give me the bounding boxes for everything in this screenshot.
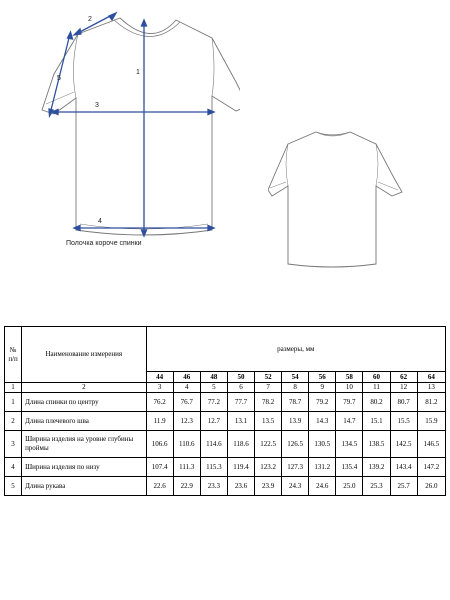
table-cell: 15.5 [390, 412, 417, 431]
table-cell: 139.2 [363, 458, 390, 477]
table-cell: 111.3 [173, 458, 200, 477]
table-cell: 127.3 [282, 458, 309, 477]
size-header: 52 [255, 372, 282, 383]
table-cell: 143.4 [390, 458, 417, 477]
header-row-number: № п/п [5, 327, 22, 383]
column-index-row [5, 383, 446, 393]
table-cell: 24.3 [282, 477, 309, 496]
table-cell: 80.2 [363, 393, 390, 412]
table-cell: 79.7 [336, 393, 363, 412]
table-cell: 25.0 [336, 477, 363, 496]
table-cell: 78.2 [255, 393, 282, 412]
row-number: 4 [5, 458, 22, 477]
table-cell: 26.0 [417, 477, 445, 496]
table-cell: 147.2 [417, 458, 445, 477]
drawing-caption: Полочка короче спинки [66, 240, 142, 247]
table-cell: 12.7 [200, 412, 227, 431]
table-row [5, 393, 446, 412]
table-cell: 23.3 [200, 477, 227, 496]
table-row [5, 458, 446, 477]
table-cell: 24.6 [309, 477, 336, 496]
label-measure-5: 5 [57, 75, 61, 82]
table-cell: 78.7 [282, 393, 309, 412]
column-index: 7 [255, 383, 282, 393]
column-index: 12 [390, 383, 417, 393]
table-cell: 14.3 [309, 412, 336, 431]
table-cell: 12.3 [173, 412, 200, 431]
measure-line-shoulder [76, 14, 114, 34]
measurement-name: Ширина изделия на уровне глубины проймы [22, 431, 147, 458]
table-cell: 110.6 [173, 431, 200, 458]
table-cell: 142.5 [390, 431, 417, 458]
measurements-table [4, 326, 446, 496]
table-cell: 22.6 [146, 477, 173, 496]
size-header: 60 [363, 372, 390, 383]
column-index: 2 [22, 383, 147, 393]
table-cell: 77.7 [227, 393, 254, 412]
table-cell: 22.9 [173, 477, 200, 496]
table-cell: 130.5 [309, 431, 336, 458]
table-cell: 134.5 [336, 431, 363, 458]
label-measure-3: 3 [95, 102, 99, 109]
table-cell: 13.5 [255, 412, 282, 431]
label-measure-2: 2 [88, 16, 92, 23]
table-cell: 135.4 [336, 458, 363, 477]
table-cell: 119.4 [227, 458, 254, 477]
label-measure-4: 4 [98, 218, 102, 225]
table-cell: 138.5 [363, 431, 390, 458]
size-header: 44 [146, 372, 173, 383]
table-cell: 77.2 [200, 393, 227, 412]
table-cell: 13.1 [227, 412, 254, 431]
column-index: 10 [336, 383, 363, 393]
table-cell: 13.9 [282, 412, 309, 431]
column-index: 1 [5, 383, 22, 393]
measurement-name: Длина спинки по центру [22, 393, 147, 412]
measurement-name: Ширина изделия по низу [22, 458, 147, 477]
size-header: 64 [417, 372, 445, 383]
size-header: 54 [282, 372, 309, 383]
label-measure-1: 1 [136, 69, 140, 76]
column-index: 3 [146, 383, 173, 393]
table-cell: 14.7 [336, 412, 363, 431]
table-row [5, 431, 446, 458]
row-number: 3 [5, 431, 22, 458]
column-index: 9 [309, 383, 336, 393]
column-index: 8 [282, 383, 309, 393]
front-tshirt-sketch [40, 8, 240, 243]
row-number: 2 [5, 412, 22, 431]
table-cell: 15.9 [417, 412, 445, 431]
measure-line-sleeve [50, 34, 70, 114]
measurement-name: Длина плечевого шва [22, 412, 147, 431]
table-cell: 122.5 [255, 431, 282, 458]
table-cell: 123.2 [255, 458, 282, 477]
size-header: 58 [336, 372, 363, 383]
table-cell: 25.3 [363, 477, 390, 496]
table-cell: 23.9 [255, 477, 282, 496]
table-cell: 15.1 [363, 412, 390, 431]
table-cell: 23.6 [227, 477, 254, 496]
column-index: 11 [363, 383, 390, 393]
size-header: 50 [227, 372, 254, 383]
table-cell: 79.2 [309, 393, 336, 412]
column-index: 4 [173, 383, 200, 393]
table-cell: 76.2 [146, 393, 173, 412]
table-cell: 106.6 [146, 431, 173, 458]
table-cell: 115.3 [200, 458, 227, 477]
size-header: 46 [173, 372, 200, 383]
table-cell: 114.6 [200, 431, 227, 458]
header-measurement-name: Наименование измерения [22, 327, 147, 383]
row-number: 5 [5, 477, 22, 496]
column-index: 13 [417, 383, 445, 393]
measurement-name: Длина рукава [22, 477, 147, 496]
size-header: 48 [200, 372, 227, 383]
table-cell: 25.7 [390, 477, 417, 496]
row-number: 1 [5, 393, 22, 412]
table-cell: 81.2 [417, 393, 445, 412]
table-row [5, 412, 446, 431]
column-index: 6 [227, 383, 254, 393]
table-cell: 11.9 [146, 412, 173, 431]
back-tshirt-sketch [268, 126, 408, 268]
table-cell: 126.5 [282, 431, 309, 458]
header-sizes: размеры, мм [146, 327, 445, 372]
table-cell: 80.7 [390, 393, 417, 412]
size-header: 62 [390, 372, 417, 383]
table-cell: 118.6 [227, 431, 254, 458]
table-row [5, 477, 446, 496]
table-cell: 146.5 [417, 431, 445, 458]
column-index: 5 [200, 383, 227, 393]
table-cell: 76.7 [173, 393, 200, 412]
table-cell: 107.4 [146, 458, 173, 477]
table-cell: 131.2 [309, 458, 336, 477]
size-header: 56 [309, 372, 336, 383]
